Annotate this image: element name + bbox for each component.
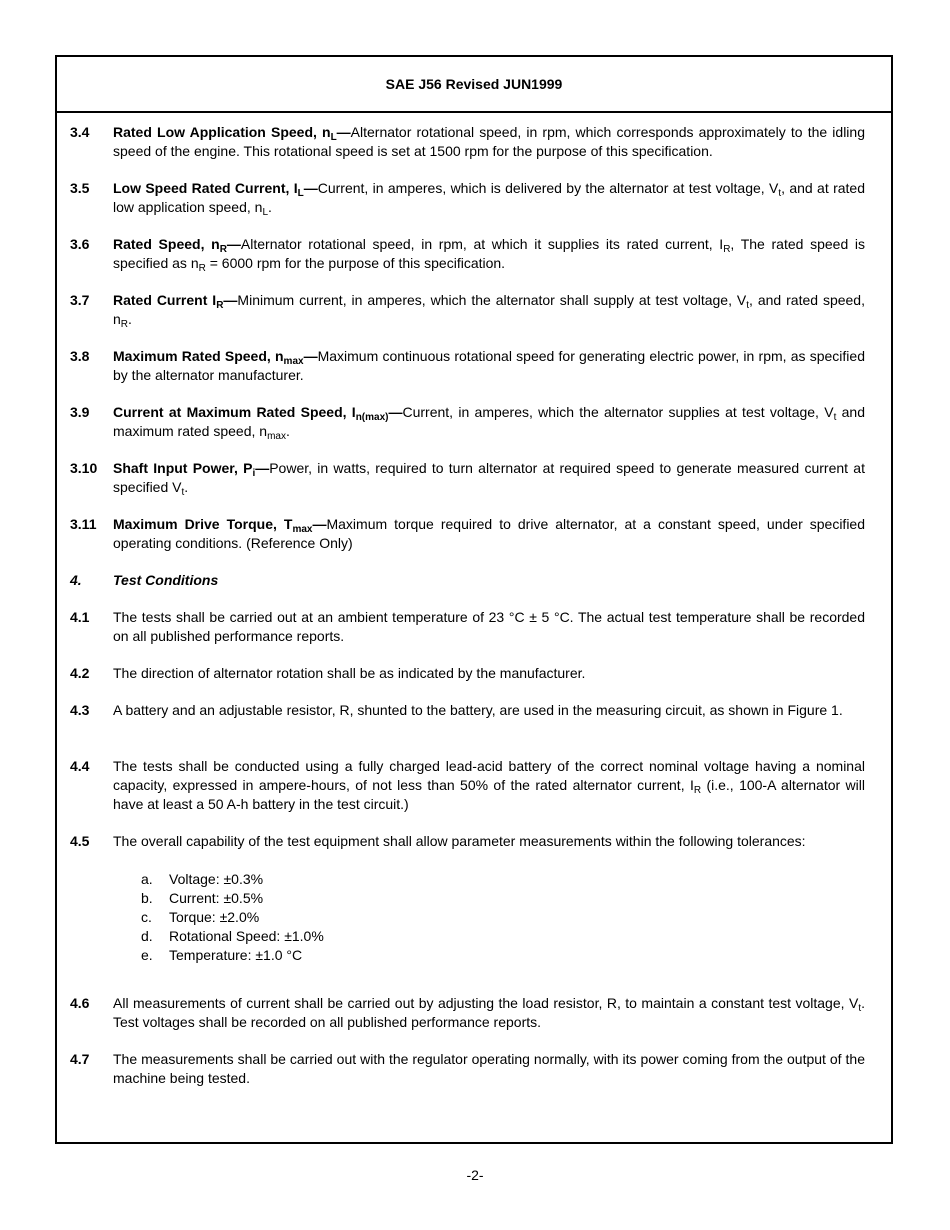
definition: Alternator rotational speed, in rpm, which corresponds approximately to the idling speed of the engine. This rotational speed is set at 1500 rpm for the purpose of this specification.	[113, 124, 865, 159]
section-number: 3.5	[70, 180, 90, 196]
term: Low Speed Rated Current, $I_L—$	[113, 180, 318, 199]
section-4-6	[70, 994, 865, 1032]
definition: Power, in watts, required to turn alternator at required speed to generate measured current at specified $V_t$.	[113, 460, 865, 498]
section-number: 4.2	[70, 665, 90, 681]
section-number: 4.5	[70, 833, 90, 849]
section-number: 3.8	[70, 348, 90, 364]
definition: Alternator rotational speed, in rpm, at which it supplies its rated current, $I_R$, The rated speed is specified as $n_R = 6000$ rpm for the purpose of this specification.	[113, 236, 865, 274]
term: Maximum Rated Speed, $n_{max}—$	[113, 348, 318, 367]
section-3-7	[70, 291, 865, 329]
definition: Current, in amperes, which the alternator supplies at test voltage, $V_t$ and maximum rated speed, $n_{max}$.	[113, 404, 866, 442]
section-3-10	[70, 459, 865, 497]
paragraph: The direction of alternator rotation shall be as indicated by the manufacturer.	[113, 665, 586, 681]
paragraph: The tests shall be carried out at an ambient temperature of 23 °C ± 5 °C. The actual test temperature shall be recorded on all published performance reports.	[113, 609, 865, 644]
list-item: c. Torque: ±2.0%	[141, 909, 260, 925]
section-number: 4.7	[70, 1051, 90, 1067]
definition: Maximum continuous rotational speed for generating electric power, in rpm, as specified by the alternator manufacturer.	[113, 348, 865, 383]
section-number: 3.10	[70, 460, 98, 476]
paragraph: A battery and an adjustable resistor, R, shunted to the battery, are used in the measuring circuit, as shown in Figure 1.	[113, 702, 843, 718]
section-number: 3.11	[70, 516, 97, 532]
section-number: 3.4	[70, 124, 90, 140]
section-4-1	[70, 608, 865, 646]
document-header	[57, 57, 891, 113]
term: Rated Current $I_R—$	[113, 292, 238, 311]
section-3-6	[70, 235, 865, 273]
section-4-heading	[70, 571, 865, 590]
list-item: d. Rotational Speed: ±1.0%	[141, 928, 324, 944]
section-heading-text: Test Conditions	[113, 572, 219, 588]
term: Rated Low Application Speed, $n_L—$	[113, 124, 351, 143]
tolerance-list	[141, 870, 865, 965]
section-3-5	[70, 179, 865, 217]
section-3-8	[70, 347, 865, 385]
document-title: SAE J56 Revised JUN1999	[385, 76, 563, 92]
section-number: 3.6	[70, 236, 90, 252]
list-item: b. Current: ±0.5%	[141, 890, 264, 906]
section-number: 4.1	[70, 609, 90, 625]
paragraph: The measurements shall be carried out with the regulator operating normally, with its power coming from the output of the machine being tested.	[113, 1051, 865, 1086]
list-item: e. Temperature: ±1.0 °C	[141, 947, 303, 963]
section-number: 4.6	[70, 995, 90, 1011]
section-number: 3.9	[70, 404, 90, 420]
section-number: 3.7	[70, 292, 90, 308]
term: Maximum Drive Torque, $T_{max}—$	[113, 516, 327, 535]
definition: Current, in amperes, which is delivered by the alternator at test voltage, $V_t$, and at rated low application speed, $n_L$.	[113, 180, 865, 218]
list-item: a. Voltage: ±0.3%	[141, 871, 264, 887]
paragraph: The overall capability of the test equipment shall allow parameter measurements within the following tolerances:	[113, 833, 806, 849]
section-3-11	[70, 515, 865, 553]
paragraph: All measurements of current shall be carried out by adjusting the load resistor, R, to maintain a constant test voltage, $V_t$. Test voltages shall be recorded on all published performance reports.	[113, 995, 865, 1030]
section-4-5	[70, 832, 865, 965]
paragraph: The tests shall be conducted using a fully charged lead-acid battery of the correct nominal voltage having a nominal capacity, expressed in ampere-hours, of not less than 50% of the rated alternator current, $I_R$ (i.e., 100-A alternator will have at least a 50 A-h battery in the test circuit.)	[113, 758, 865, 812]
section-number: 4.3	[70, 702, 90, 718]
page-frame	[55, 55, 893, 1144]
page-number: -2-	[466, 1167, 484, 1183]
section-number: 4.4	[70, 758, 90, 774]
section-number: 4.	[70, 572, 82, 588]
section-4-3	[70, 701, 865, 720]
term: Rated Speed, $n_R—$	[113, 236, 241, 255]
term: Current at Maximum Rated Speed, $I_{n(max)}—$	[113, 404, 403, 423]
section-4-7	[70, 1050, 865, 1088]
definition: Minimum current, in amperes, which the alternator shall supply at test voltage, $V_t$, and rated speed, $n_R$.	[113, 292, 865, 330]
term: Shaft Input Power, $P_i—$	[113, 460, 270, 479]
section-3-9	[70, 403, 865, 441]
section-4-2	[70, 664, 865, 683]
definition: Maximum torque required to drive alternator, at a constant speed, under specified operating conditions. (Reference Only)	[113, 516, 866, 551]
section-4-4	[70, 757, 865, 814]
section-3-4	[70, 123, 865, 161]
